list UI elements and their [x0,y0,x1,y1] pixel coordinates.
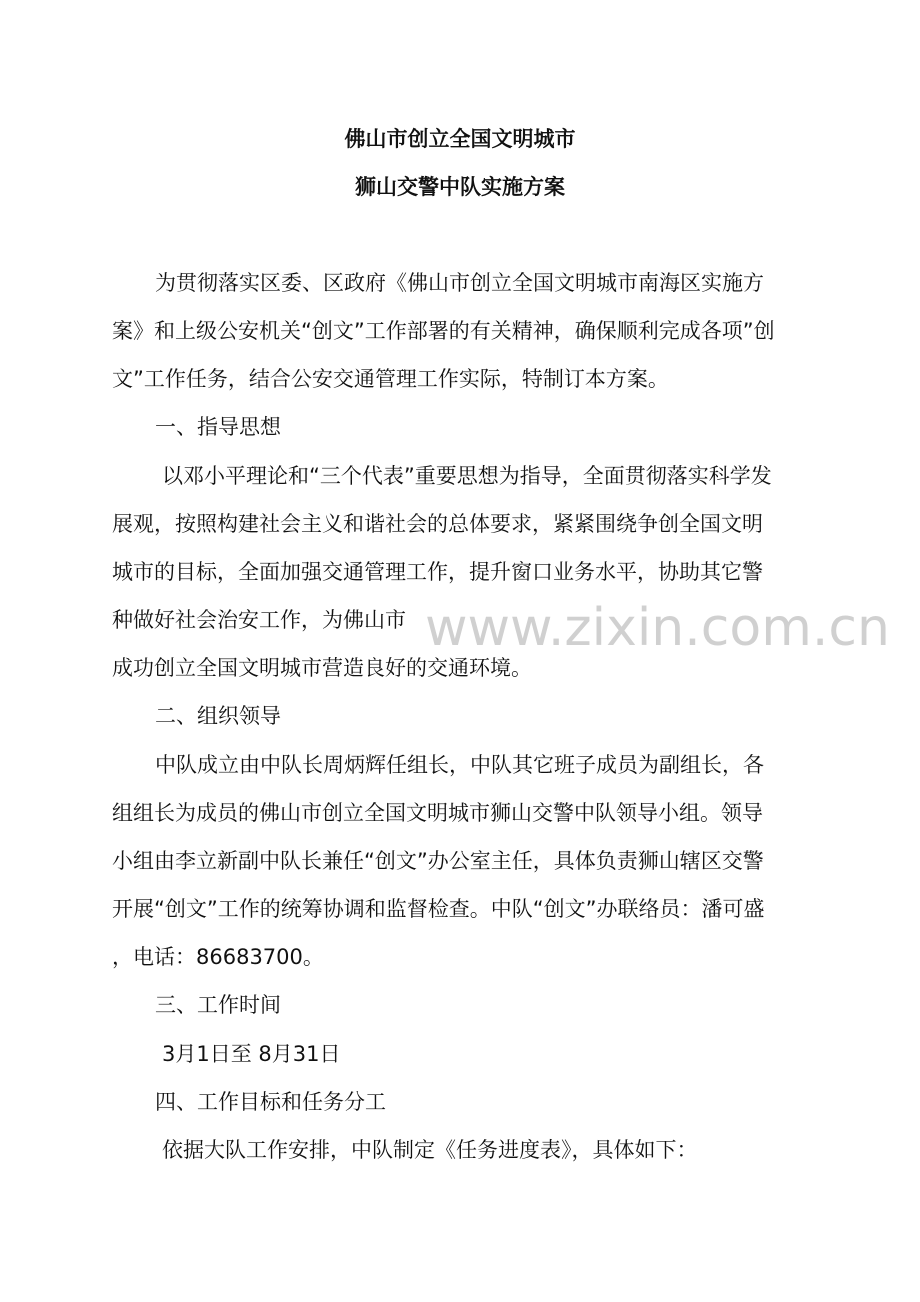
section-heading-organization: 二、组织领导 [155,704,281,728]
document-title-line-1: 佛山市创立全国文明城市 [344,127,576,151]
paragraph-guiding-line-4: 种做好社会治安工作，为佛山市 [112,608,406,632]
document-title-line-2: 狮山交警中队实施方案 [355,175,565,199]
paragraph-intro-line-1: 为贯彻落实区委、区政府《佛山市创立全国文明城市南海区实施方 [155,271,764,295]
paragraph-work-time: 3月1日至 8月31日 [162,1042,341,1066]
section-heading-guiding-ideology: 一、指导思想 [155,415,281,439]
paragraph-guiding-line-3: 城市的目标，全面加强交通管理工作，提升窗口业务水平，协助其它警 [112,560,763,584]
watermark: www.zixin.com.cn [425,598,890,658]
section-heading-goals-tasks: 四、工作目标和任务分工 [155,1090,386,1114]
paragraph-organization-line-4: 开展“创文”工作的统筹协调和监督检查。中队“创文”办联络员：潘可盛 [112,897,765,921]
paragraph-guiding-line-2: 展观，按照构建社会主义和谐社会的总体要求，紧紧围绕争创全国文明 [112,512,763,536]
paragraph-organization-line-2: 组组长为成员的佛山市创立全国文明城市狮山交警中队领导小组。领导 [112,801,763,825]
paragraph-organization-line-1: 中队成立由中队长周炳辉任组长，中队其它班子成员为副组长，各 [155,753,764,777]
paragraph-intro-line-2: 案》和上级公安机关“创文”工作部署的有关精神，确保顺利完成各项”创 [112,319,775,343]
paragraph-goals-tasks: 依据大队工作安排，中队制定《任务进度表》，具体如下： [162,1138,698,1162]
paragraph-guiding-line-1: 以邓小平理论和“三个代表”重要思想为指导，全面贯彻落实科学发 [162,464,772,488]
paragraph-organization-line-5: ，电话：86683700。 [112,945,324,969]
paragraph-guiding-line-5: 成功创立全国文明城市营造良好的交通环境。 [112,656,532,680]
paragraph-organization-line-3: 小组由李立新副中队长兼任“创文”办公室主任，具体负责狮山辖区交警 [112,849,764,873]
paragraph-intro-line-3: 文”工作任务，结合公安交通管理工作实际，特制订本方案。 [112,367,669,391]
section-heading-work-time: 三、工作时间 [155,993,281,1017]
